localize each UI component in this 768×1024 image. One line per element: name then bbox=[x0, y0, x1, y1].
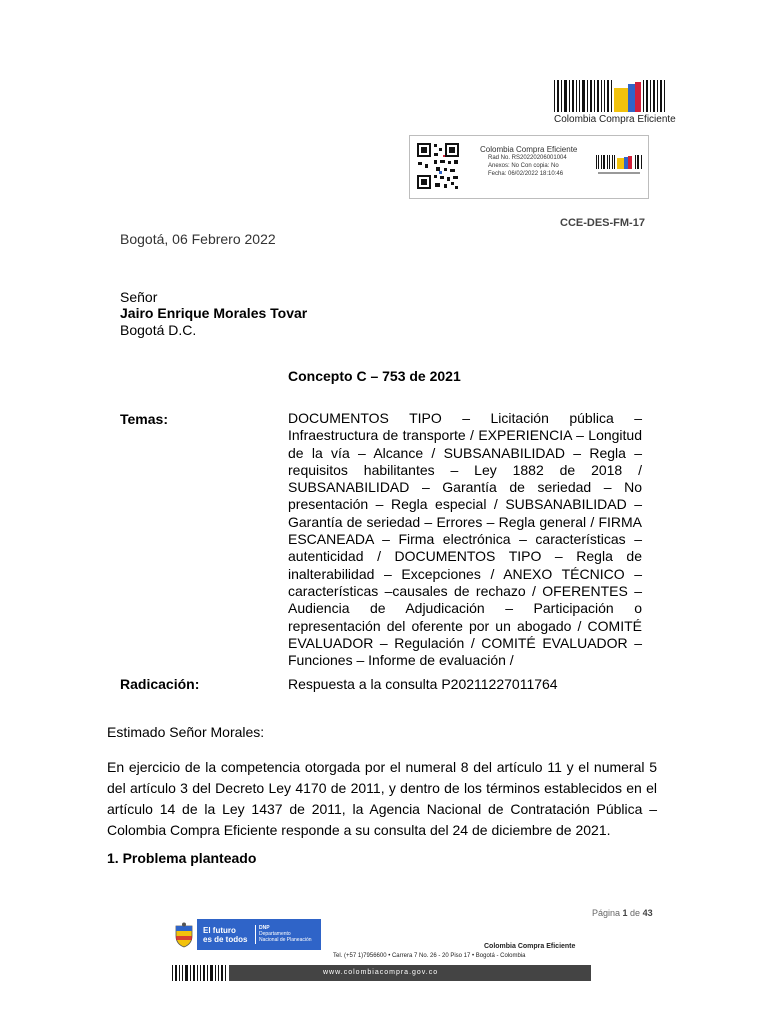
stamp-fecha: Fecha: 06/02/2022 18:10:46 bbox=[488, 171, 564, 177]
logo-text: Colombia Compra Eficiente bbox=[554, 114, 676, 125]
place-date: Bogotá, 06 Febrero 2022 bbox=[120, 231, 276, 247]
radicado-stamp bbox=[409, 135, 649, 199]
qr-code-icon bbox=[416, 142, 460, 190]
colombia-compra-logo bbox=[554, 80, 676, 125]
footer-url: www.colombiacompra.gov.co bbox=[323, 969, 439, 976]
footer-barcode-icon bbox=[172, 965, 228, 981]
logo-barcode-icon bbox=[554, 80, 666, 114]
page-number bbox=[592, 908, 653, 918]
colombia-coat-of-arms-icon bbox=[173, 922, 195, 948]
radicacion-text: Respuesta a la consulta P20211227011764 bbox=[288, 676, 558, 692]
page-prefix: Página bbox=[592, 908, 623, 918]
page-middle: de bbox=[627, 908, 643, 918]
dnp-line3: Nacional de Planeación bbox=[259, 937, 312, 943]
concept-title: Concepto C – 753 de 2021 bbox=[288, 368, 461, 384]
dnp-line2: Departamento bbox=[259, 931, 291, 937]
stamp-title: Colombia Compra Eficiente bbox=[480, 145, 578, 154]
form-code: CCE-DES-FM-17 bbox=[560, 217, 645, 229]
page-total: 43 bbox=[642, 908, 653, 918]
greeting: Estimado Señor Morales: bbox=[107, 724, 265, 740]
footer-url-bar bbox=[229, 965, 591, 981]
gov-slogan-line1: El futuro bbox=[203, 926, 236, 935]
government-banner bbox=[197, 919, 321, 950]
radicacion-label: Radicación: bbox=[120, 676, 200, 692]
section-heading: 1. Problema planteado bbox=[107, 850, 257, 866]
page-current: 1 bbox=[622, 908, 628, 918]
stamp-mini-logo-icon bbox=[596, 155, 644, 177]
body-paragraph: En ejercicio de la competencia otorgada por el numeral 8 del artículo 11 y el numeral 5 del artículo 3 del Decreto Ley 4170 de 2011, y dentro de los términos establecidos en el artículo 14 de la Ley 1437 de 2011, la Agencia Nacional de Contratación Pública – Colombia Compra Eficiente responde a su consulta del 24 de diciembre de 2021. bbox=[107, 759, 657, 838]
gov-divider bbox=[255, 925, 256, 944]
temas-label: Temas: bbox=[120, 411, 168, 427]
gov-slogan-line2: es de todos bbox=[203, 935, 248, 944]
recipient-name: Jairo Enrique Morales Tovar bbox=[120, 305, 308, 321]
salutation-title: Señor bbox=[120, 289, 158, 305]
dnp-acronym: DNP bbox=[259, 925, 270, 931]
footer-address: Tel. (+57 1)7956600 • Carrera 7 No. 26 - 20 Piso 17 • Bogotá - Colombia bbox=[333, 953, 526, 959]
footer-org-name: Colombia Compra Eficiente bbox=[484, 943, 576, 950]
stamp-rad-number: Rad No. RS20220206001004 bbox=[488, 155, 567, 161]
dnp-label bbox=[259, 925, 312, 943]
gov-slogan bbox=[203, 926, 247, 944]
temas-text: DOCUMENTOS TIPO – Licitación pública – Infraestructura de transporte / EXPERIENCIA – Longitud de la vía – Alcance / SUBSANABILIDAD – Regla – requisitos habilitantes – Ley 1882 de 2018 / SUBSANABILIDAD – Garantía de seriedad – No presentación – Regla especial / SUBSANABILIDAD – Garantía de seriedad – Errores – Regla general / FIRMA ESCANEADA – Firma electrónica – características – autenticidad / DOCUMENTOS TIPO – Regla de inalterabilidad – Excepciones / ANEXO TÉCNICO – características –causales de rechazo / OFERENTES – Audiencia de Adjudicación – Participación o representación del oferente por un abogado / COMITÉ EVALUADOR – Regulación / COMITÉ EVALUADOR – Funciones – Informe de evaluación / bbox=[288, 410, 642, 669]
recipient-city: Bogotá D.C. bbox=[120, 322, 197, 338]
stamp-anexos: Anexos: No Con copia: No bbox=[488, 163, 559, 169]
